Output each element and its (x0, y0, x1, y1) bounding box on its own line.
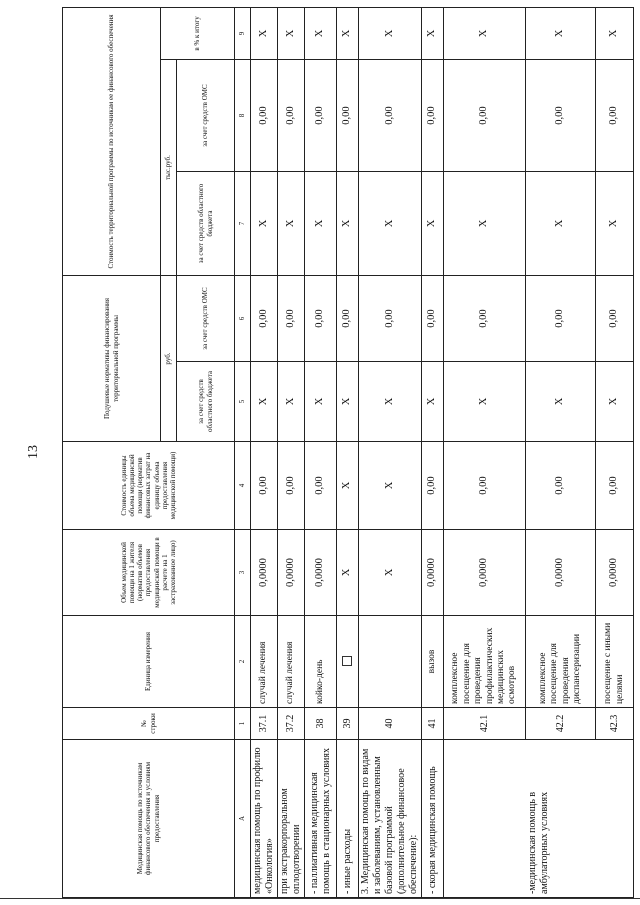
total-budget-cell: X (251, 172, 278, 276)
unit-cost-cell: 0,00 (596, 442, 634, 530)
header-per-capita-oms: за счет средств ОМС (177, 276, 235, 362)
total-budget-cell: X (305, 172, 337, 276)
total-oms-cell: 0,00 (596, 60, 634, 172)
total-budget-cell: X (526, 172, 596, 276)
header-row-number: № строки (63, 708, 235, 740)
total-budget-cell: X (444, 172, 526, 276)
header-unit-thousand-rub: тыс.руб. (161, 60, 177, 276)
total-budget-cell: X (596, 172, 634, 276)
unit-cost-cell: 0,00 (251, 442, 278, 530)
unit-cell: случай лечения (251, 616, 278, 708)
total-oms-cell: 0,00 (422, 60, 444, 172)
index-cell: 1 (235, 708, 251, 740)
per-capita-oms-cell: 0,00 (422, 276, 444, 362)
header-service-name: Медицинская помощь по источникам финансового обеспечения и условиям предоставления (63, 740, 235, 898)
unit-cell (359, 616, 422, 708)
header-volume: Объем медицинской помощи на 1 жителя (норматив объемов предоставления медицинской помощи в расчете на 1 застрахованное лицо) (63, 530, 235, 616)
total-budget-cell: X (337, 172, 359, 276)
table-row (251, 7, 278, 897)
total-oms-cell: 0,00 (359, 60, 422, 172)
table-row (444, 7, 526, 897)
index-cell: 8 (235, 60, 251, 172)
row-number: 42.2 (526, 708, 596, 740)
service-name: 3. Медицинская помощь по видам и заболеваниям, установленным базовой программой (дополнительное финансовое обеспечение): (359, 740, 422, 898)
row-number: 40 (359, 708, 422, 740)
program-cost-table (62, 7, 634, 898)
table-row (422, 7, 444, 897)
volume-cell: 0,0000 (526, 530, 596, 616)
total-oms-cell: 0,00 (526, 60, 596, 172)
service-name: - иные расходы (337, 740, 359, 898)
volume-cell: 0,0000 (305, 530, 337, 616)
per-capita-budget-cell: X (444, 362, 526, 442)
unit-cell: вызов (422, 616, 444, 708)
row-number: 37.2 (278, 708, 305, 740)
percent-cell: X (305, 7, 337, 59)
per-capita-budget-cell: X (359, 362, 422, 442)
service-name: - скорая медицинская помощь (422, 740, 444, 898)
service-name: - паллиативная медицинская помощь в стационарных условиях (305, 740, 337, 898)
percent-cell: X (422, 7, 444, 59)
page-number: 13 (26, 445, 41, 459)
header-unit: Единица измерения (63, 616, 235, 708)
per-capita-budget-cell: X (305, 362, 337, 442)
header-percent: в % к итогу (161, 7, 235, 59)
index-cell: 2 (235, 616, 251, 708)
per-capita-oms-cell: 0,00 (444, 276, 526, 362)
per-capita-oms-cell: 0,00 (526, 276, 596, 362)
service-name: медицинская помощь по профилю «Онкология» (251, 740, 278, 898)
unit-cell: посещение с иными целями (596, 616, 634, 708)
total-budget-cell: X (359, 172, 422, 276)
table-row (359, 7, 422, 897)
volume-cell: 0,0000 (278, 530, 305, 616)
header-total-budget: за счет средств областного бюджета (177, 172, 235, 276)
index-cell: 4 (235, 442, 251, 530)
table-row (305, 7, 337, 897)
row-number: 41 (422, 708, 444, 740)
index-cell: 9 (235, 7, 251, 59)
unit-cost-cell: X (359, 442, 422, 530)
row-number: 39 (337, 708, 359, 740)
unit-cell: койко-день (305, 616, 337, 708)
percent-cell: X (251, 7, 278, 59)
percent-cell: X (278, 7, 305, 59)
table-row (337, 7, 359, 897)
header-unit-cost: Стоимость единицы объема медицинской помощи (норматив финансовых затрат на единицу объема предоставления медицинской помощи) (63, 442, 235, 530)
header-total-oms: за счет средств ОМС (177, 60, 235, 172)
total-oms-cell: 0,00 (337, 60, 359, 172)
index-cell: 5 (235, 362, 251, 442)
volume-cell: 0,0000 (596, 530, 634, 616)
percent-cell: X (596, 7, 634, 59)
per-capita-oms-cell: 0,00 (251, 276, 278, 362)
per-capita-oms-cell: 0,00 (359, 276, 422, 362)
unit-cell: комплексное посещение для проведения профилактических медицинских осмотров (444, 616, 526, 708)
service-name: при экстракорпоральном оплодотворении (278, 740, 305, 898)
unit-cost-cell: 0,00 (526, 442, 596, 530)
unit-cost-cell: 0,00 (305, 442, 337, 530)
header-total-cost-group: Стоимость территориальной программы по источникам ее финансового обеспечения (63, 7, 161, 275)
unit-cell: комплексное посещение для проведения диспансеризации (526, 616, 596, 708)
row-number: 38 (305, 708, 337, 740)
row-number: 37.1 (251, 708, 278, 740)
rotated-table-sheet (62, 8, 625, 898)
per-capita-budget-cell: X (337, 362, 359, 442)
unit-cell (337, 616, 359, 708)
empty-square-icon (342, 657, 352, 667)
volume-cell: 0,0000 (422, 530, 444, 616)
bottom-scan-line (0, 898, 640, 899)
index-cell: 3 (235, 530, 251, 616)
percent-cell: X (444, 7, 526, 59)
volume-cell: X (337, 530, 359, 616)
volume-cell: 0,0000 (251, 530, 278, 616)
total-budget-cell: X (422, 172, 444, 276)
volume-cell: X (359, 530, 422, 616)
total-oms-cell: 0,00 (251, 60, 278, 172)
unit-cost-cell: 0,00 (278, 442, 305, 530)
total-oms-cell: 0,00 (444, 60, 526, 172)
index-cell: 7 (235, 172, 251, 276)
index-cell: А (235, 740, 251, 898)
per-capita-budget-cell: X (251, 362, 278, 442)
per-capita-oms-cell: 0,00 (596, 276, 634, 362)
per-capita-budget-cell: X (278, 362, 305, 442)
service-name: -медицинская помощь в амбулаторных условиях (444, 740, 634, 898)
total-budget-cell: X (278, 172, 305, 276)
volume-cell: 0,0000 (444, 530, 526, 616)
per-capita-budget-cell: X (526, 362, 596, 442)
percent-cell: X (337, 7, 359, 59)
per-capita-oms-cell: 0,00 (278, 276, 305, 362)
table-row (278, 7, 305, 897)
index-cell: 6 (235, 276, 251, 362)
unit-cost-cell: 0,00 (444, 442, 526, 530)
header-per-capita-group: Подушевые нормативы финансирования территориальной программы (63, 276, 161, 442)
row-number: 42.3 (596, 708, 634, 740)
total-oms-cell: 0,00 (305, 60, 337, 172)
row-number: 42.1 (444, 708, 526, 740)
unit-cost-cell: 0,00 (422, 442, 444, 530)
per-capita-budget-cell: X (596, 362, 634, 442)
unit-cell: случай лечения (278, 616, 305, 708)
header-per-capita-budget: за счет средств областного бюджета (177, 362, 235, 442)
header-unit-rub: руб. (161, 276, 177, 442)
unit-cost-cell: X (337, 442, 359, 530)
percent-cell: X (526, 7, 596, 59)
per-capita-oms-cell: 0,00 (305, 276, 337, 362)
per-capita-budget-cell: X (422, 362, 444, 442)
percent-cell: X (359, 7, 422, 59)
per-capita-oms-cell: 0,00 (337, 276, 359, 362)
total-oms-cell: 0,00 (278, 60, 305, 172)
